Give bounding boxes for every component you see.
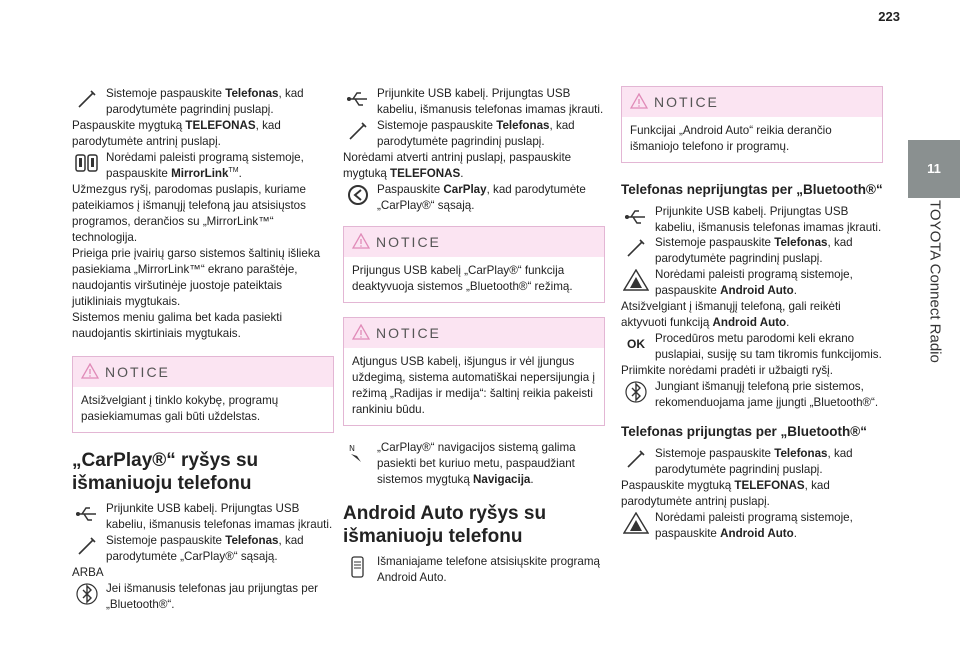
section-heading: Telefonas prijungtas per „Bluetooth®“: [621, 424, 867, 440]
notice-text: Atjungus USB kabelį, išjungus ir vėl įjungus uždegimą, sistema automatiškai nepersijungia į režimą „Radijas ir medija“: šaltinį reikia pakeisti rankiniu būdu.: [352, 354, 595, 416]
touch-icon: [345, 120, 371, 142]
bluetooth-icon: [74, 583, 100, 605]
navigation-icon: [345, 442, 371, 464]
notice-box: [343, 226, 605, 303]
step-text: Išmaniajame telefone atsisiųskite programą Android Auto.: [377, 555, 600, 585]
step-text: Sistemoje paspauskite Telefonas, kad parodytumėte pagrindinį puslapį.: [655, 446, 853, 476]
ok-icon: OK: [627, 337, 645, 352]
step-text: Sistemoje paspauskite Telefonas, kad parodytumėte „CarPlay®“ sąsają.: [106, 534, 304, 564]
step-text: Jungiant išmanųjį telefoną prie sistemos, rekomenduojama jame įjungti „Bluetooth®“.: [655, 380, 879, 410]
step-text: Norėdami paleisti programą sistemoje, paspauskite Android Auto.: [655, 510, 853, 540]
notice-box: [621, 86, 883, 163]
notice-title: NOTICE: [105, 363, 170, 380]
section-heading: Telefonas neprijungtas per „Bluetooth®“: [621, 181, 883, 197]
chapter-tab: 11: [908, 140, 960, 198]
step-row: [343, 86, 605, 118]
usb-icon: [623, 206, 649, 228]
notice-title: NOTICE: [376, 233, 441, 250]
android-auto-icon: [623, 269, 649, 291]
step-row: [621, 204, 883, 236]
warning-icon: [630, 93, 648, 109]
sidebar: [908, 198, 960, 528]
paragraph: Prieiga prie įvairių garso sistemos šaltinių išlieka pasiekiama „MirrorLink™“ ekrano paraštėje, naudojantis viršutinėje juostoje pateiktais jutikliniais mygtukais.: [72, 246, 321, 308]
step-text: Prijunkite USB kabelį. Prijungtas USB kabeliu, išmanusis telefonas imamas įkrauti.: [377, 87, 604, 116]
step-text: Sistemoje paspauskite Telefonas, kad parodytumėte pagrindinį puslapį.: [655, 236, 853, 266]
bluetooth-icon: [623, 381, 649, 403]
svg-text:N: N: [349, 443, 355, 453]
step-row: [72, 150, 334, 182]
warning-icon: [81, 363, 99, 379]
step-text: Paspauskite CarPlay, kad parodytumėte „CarPlay®“ sąsają.: [377, 182, 586, 212]
usb-icon: [345, 88, 371, 110]
step-row: [343, 118, 605, 150]
page-number: 223: [878, 9, 900, 24]
step-text: Jei išmanusis telefonas jau prijungtas per „Bluetooth®“.: [106, 581, 319, 611]
step-row: [621, 446, 883, 478]
step-text: Paspauskite mygtuką TELEFONAS, kad parodytumėte antrinį puslapį.: [72, 118, 281, 148]
step-row: [621, 235, 883, 267]
step-text: Sistemoje paspauskite Telefonas, kad parodytumėte pagrindinį puslapį.: [377, 118, 575, 148]
step-row: [72, 581, 334, 613]
step-row: [72, 533, 334, 565]
step-row: [72, 501, 334, 533]
notice-box: [72, 356, 334, 433]
step-row: [621, 510, 883, 542]
mirrorlink-icon: [74, 152, 100, 174]
notice-text: Atsižvelgiant į tinklo kokybę, programų pasiekiamumas gali būti uždelstas.: [81, 393, 279, 423]
column-2: [343, 86, 605, 586]
step-text: Norėdami paleisti programą sistemoje, paspauskite Android Auto.: [655, 268, 853, 298]
android-auto-icon: [623, 512, 649, 534]
notice-box: [343, 317, 605, 426]
touch-icon: [623, 448, 649, 470]
step-text: „CarPlay®“ navigacijos sistemą galima pasiekti bet kuriuo metu, paspaudžiant sistemos mygtuką Navigacija.: [377, 440, 576, 486]
touch-icon: [74, 88, 100, 110]
notice-title: NOTICE: [376, 324, 441, 341]
touch-icon: [74, 535, 100, 557]
section-heading: Android Auto ryšys su išmaniuoju telefonu: [343, 502, 547, 547]
smartphone-icon: [345, 556, 371, 578]
column-3: [621, 86, 883, 542]
step-row: [343, 440, 605, 488]
step-row: [343, 182, 605, 214]
paragraph: Užmezgus ryšį, parodomas puslapis, kuriame pateikiamos į išmanųjį telefoną jau atsisiųstos programos, derančios su „MirrorLink™“ technologija.: [72, 182, 306, 244]
touch-icon: [623, 237, 649, 259]
step-row: [621, 267, 883, 299]
paragraph: Sistemos meniu galima bet kada pasiekti naudojantis skirtiniais mygtukais.: [72, 310, 283, 340]
step-row: [621, 379, 883, 411]
section-heading: „CarPlay®“ ryšys su išmaniuoju telefonu: [72, 449, 259, 494]
carplay-icon: [345, 184, 371, 206]
column-1: [72, 86, 334, 613]
sidebar-title: TOYOTA Connect Radio: [926, 200, 944, 363]
step-text: Procedūros metu parodomi keli ekrano puslapiai, susiję su tam tikromis funkcijomis.: [655, 332, 882, 362]
notice-text: Prijungus USB kabelį „CarPlay®“ funkcija deaktyvuoja sistemos „Bluetooth®“ režimą.: [352, 263, 573, 293]
step-text: Sistemoje paspauskite Telefonas, kad parodytumėte pagrindinį puslapį.: [106, 87, 304, 116]
step-row: [72, 86, 334, 118]
paragraph: Priimkite norėdami pradėti ir užbaigti ryšį.: [621, 364, 833, 378]
notice-title: NOTICE: [654, 94, 719, 110]
usb-icon: [74, 503, 100, 525]
step-text: Prijunkite USB kabelį. Prijungtas USB kabeliu, išmanusis telefonas imamas įkrauti.: [655, 204, 882, 234]
step-row: [621, 331, 883, 363]
paragraph: Paspauskite mygtuką TELEFONAS, kad parodytumėte antrinį puslapį.: [621, 478, 830, 508]
paragraph: Atsižvelgiant į išmanųjį telefoną, gali reikėti aktyvuoti funkciją Android Auto.: [621, 300, 841, 330]
step-row: [343, 554, 605, 586]
notice-text: Funkcijai „Android Auto“ reikia derančio išmaniojo telefono ir programų.: [630, 124, 832, 153]
paragraph: ARBA: [72, 566, 104, 579]
step-text: Norėdami paleisti programą sistemoje, paspauskite MirrorLink™.: [106, 150, 304, 180]
warning-icon: [352, 233, 370, 249]
warning-icon: [352, 324, 370, 340]
paragraph: Norėdami atverti antrinį puslapį, paspauskite mygtuką TELEFONAS.: [343, 150, 572, 180]
step-text: Prijunkite USB kabelį. Prijungtas USB kabeliu, išmanusis telefonas imamas įkrauti.: [106, 502, 333, 532]
